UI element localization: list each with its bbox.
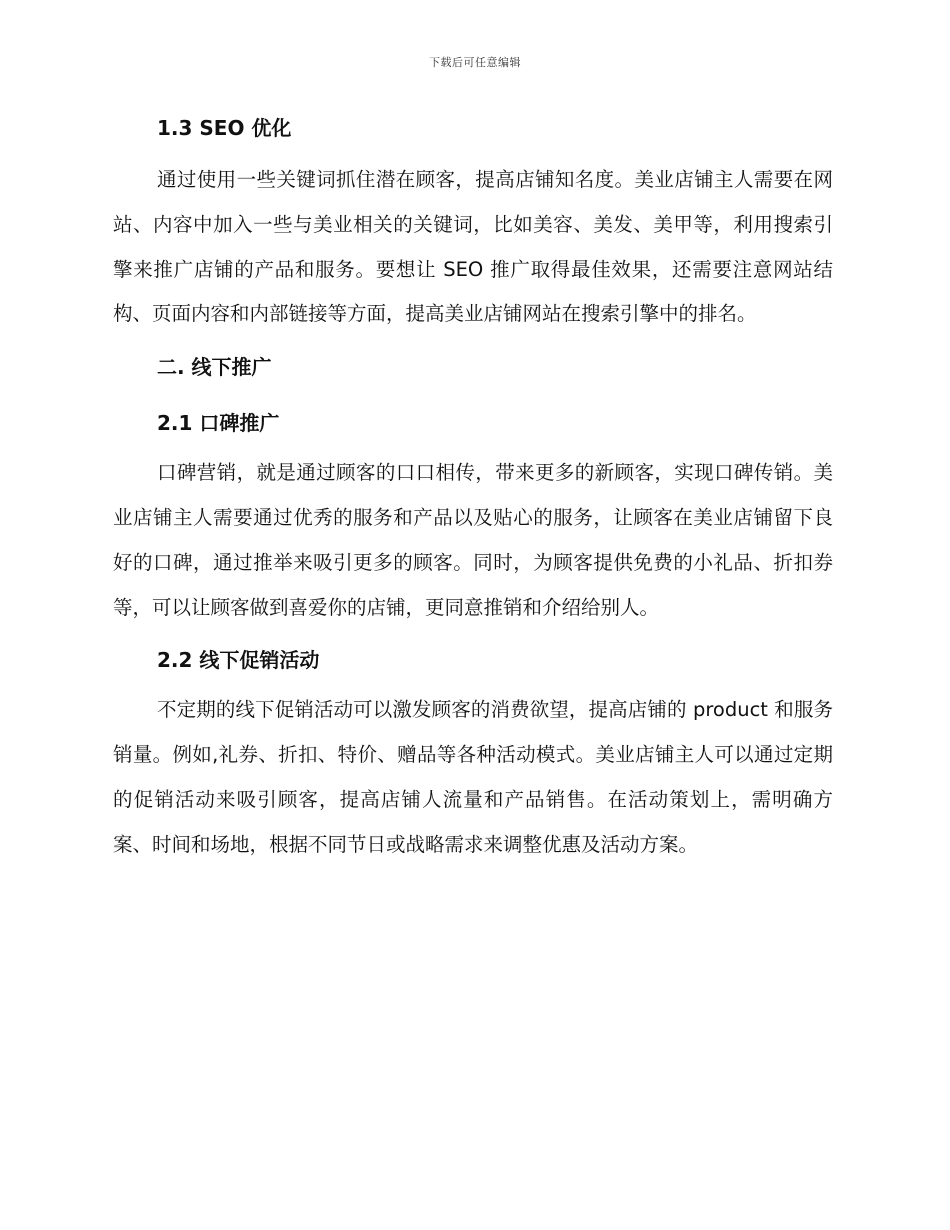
section-heading-word-of-mouth: 2.1 口碑推广 bbox=[157, 411, 280, 436]
section-heading-seo: 1.3 SEO 优化 bbox=[157, 116, 292, 140]
section-paragraph-seo: 通过使用一些关键词抓住潜在顾客，提高店铺知名度。美业店铺主人需要在网站、内容中加入一些与美业相关的关键词，比如美容、美发、美甲等，利用搜索引擎来推广店铺的产品和服务。要想让 SEO 推广取得最佳效果，还需要注意网站结构、页面内容和内部链接等方面，提高美业店铺网站在搜索引擎中的排名。 bbox=[113, 168, 833, 326]
section-heading-offline-promotion: 二. 线下推广 bbox=[157, 355, 272, 380]
section-paragraph-offline-sales-events: 不定期的线下促销活动可以激发顾客的消费欲望，提高店铺的 product 和服务销量。例如,礼券、折扣、特价、赠品等各种活动模式。美业店铺主人可以通过定期的促销活动来吸引顾客，提高店铺人流量和产品销售。在活动策划上，需明确方案、时间和场地，根据不同节日或战略需求来调整优惠及活动方案。 bbox=[113, 698, 833, 856]
page-header-note: 下载后可任意编辑 bbox=[429, 56, 521, 69]
document-body bbox=[113, 112, 833, 868]
section-paragraph-word-of-mouth: 口碑营销，就是通过顾客的口口相传，带来更多的新顾客，实现口碑传销。美业店铺主人需要通过优秀的服务和产品以及贴心的服务，让顾客在美业店铺留下良好的口碑，通过推举来吸引更多的顾客。同时，为顾客提供免费的小礼品、折扣券等，可以让顾客做到喜爱你的店铺，更同意推销和介绍给别人。 bbox=[113, 461, 833, 619]
section-heading-offline-sales-events: 2.2 线下促销活动 bbox=[157, 648, 320, 673]
